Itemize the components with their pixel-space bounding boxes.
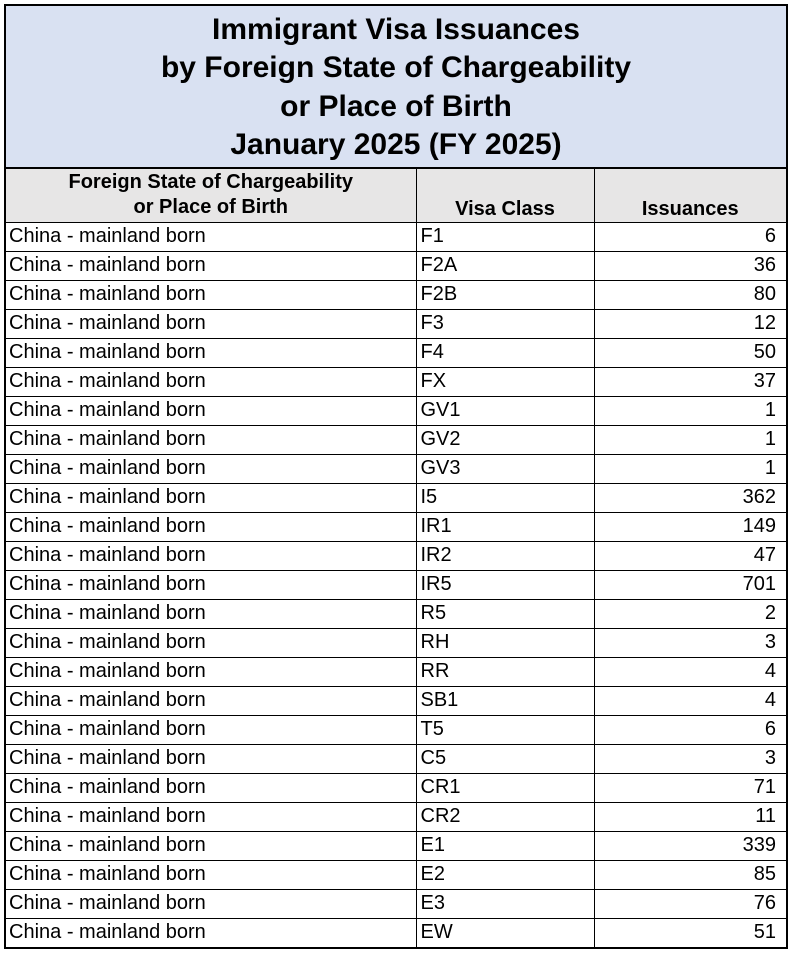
- cell-visa-class: GV2: [416, 425, 594, 454]
- title-line-4: January 2025 (FY 2025): [230, 128, 562, 161]
- cell-issuances: 1: [594, 425, 786, 454]
- cell-issuances: 3: [594, 628, 786, 657]
- cell-visa-class: CR2: [416, 802, 594, 831]
- cell-country: China - mainland born: [6, 454, 416, 483]
- header-issuances: Issuances: [594, 169, 786, 222]
- cell-visa-class: E1: [416, 831, 594, 860]
- title-line-2: by Foreign State of Chargeability: [160, 51, 632, 84]
- cell-country: China - mainland born: [6, 599, 416, 628]
- cell-country: China - mainland born: [6, 744, 416, 773]
- cell-issuances: 3: [594, 744, 786, 773]
- table-row: [6, 222, 786, 251]
- cell-country: China - mainland born: [6, 715, 416, 744]
- cell-issuances: 6: [594, 222, 786, 251]
- cell-visa-class: IR2: [416, 541, 594, 570]
- cell-issuances: 71: [594, 773, 786, 802]
- table-row: [6, 773, 786, 802]
- table-row: [6, 280, 786, 309]
- cell-country: China - mainland born: [6, 222, 416, 251]
- title-line-3: or Place of Birth: [280, 89, 512, 123]
- cell-visa-class: R5: [416, 599, 594, 628]
- cell-country: China - mainland born: [6, 483, 416, 512]
- cell-visa-class: E2: [416, 860, 594, 889]
- cell-country: China - mainland born: [6, 686, 416, 715]
- cell-country: China - mainland born: [6, 512, 416, 541]
- cell-country: China - mainland born: [6, 280, 416, 309]
- cell-visa-class: GV1: [416, 396, 594, 425]
- cell-country: China - mainland born: [6, 309, 416, 338]
- title-line-1: Immigrant Visa Issuances: [212, 12, 580, 46]
- cell-visa-class: E3: [416, 889, 594, 918]
- header-country: [6, 169, 416, 222]
- cell-visa-class: IR5: [416, 570, 594, 599]
- table-row: [6, 338, 786, 367]
- cell-visa-class: F2A: [416, 251, 594, 280]
- header-country-line-2: or Place of Birth: [133, 196, 288, 218]
- cell-issuances: 149: [594, 512, 786, 541]
- cell-visa-class: F4: [416, 338, 594, 367]
- table-row: [6, 483, 786, 512]
- cell-issuances: 37: [594, 367, 786, 396]
- table-row: [6, 744, 786, 773]
- cell-visa-class: F2B: [416, 280, 594, 309]
- table-row: [6, 918, 786, 947]
- table-row: [6, 309, 786, 338]
- cell-country: China - mainland born: [6, 338, 416, 367]
- table-row: [6, 628, 786, 657]
- table-header-row: [6, 169, 786, 222]
- cell-country: China - mainland born: [6, 860, 416, 889]
- table-row: [6, 541, 786, 570]
- cell-visa-class: CR1: [416, 773, 594, 802]
- cell-issuances: 47: [594, 541, 786, 570]
- cell-visa-class: GV3: [416, 454, 594, 483]
- table-row: [6, 831, 786, 860]
- cell-issuances: 36: [594, 251, 786, 280]
- table-row: [6, 715, 786, 744]
- table-row: [6, 367, 786, 396]
- cell-visa-class: RR: [416, 657, 594, 686]
- cell-issuances: 701: [594, 570, 786, 599]
- cell-country: China - mainland born: [6, 541, 416, 570]
- cell-country: China - mainland born: [6, 918, 416, 947]
- cell-issuances: 6: [594, 715, 786, 744]
- cell-issuances: 339: [594, 831, 786, 860]
- cell-issuances: 4: [594, 657, 786, 686]
- cell-visa-class: T5: [416, 715, 594, 744]
- table-row: [6, 686, 786, 715]
- table-row: [6, 454, 786, 483]
- header-visa-class: Visa Class: [416, 169, 594, 222]
- cell-country: China - mainland born: [6, 251, 416, 280]
- cell-visa-class: F3: [416, 309, 594, 338]
- cell-visa-class: I5: [416, 483, 594, 512]
- cell-country: China - mainland born: [6, 425, 416, 454]
- cell-issuances: 362: [594, 483, 786, 512]
- cell-issuances: 11: [594, 802, 786, 831]
- cell-country: China - mainland born: [6, 657, 416, 686]
- cell-visa-class: IR1: [416, 512, 594, 541]
- table-row: [6, 889, 786, 918]
- cell-country: China - mainland born: [6, 628, 416, 657]
- table-row: [6, 657, 786, 686]
- table-row: [6, 599, 786, 628]
- cell-issuances: 1: [594, 396, 786, 425]
- cell-visa-class: C5: [416, 744, 594, 773]
- table-row: [6, 860, 786, 889]
- header-country-line-1: Foreign State of Chargeability: [68, 171, 353, 193]
- cell-country: China - mainland born: [6, 802, 416, 831]
- table-row: [6, 570, 786, 599]
- cell-issuances: 76: [594, 889, 786, 918]
- cell-issuances: 1: [594, 454, 786, 483]
- cell-country: China - mainland born: [6, 831, 416, 860]
- cell-visa-class: SB1: [416, 686, 594, 715]
- cell-country: China - mainland born: [6, 570, 416, 599]
- cell-issuances: 12: [594, 309, 786, 338]
- table-row: [6, 251, 786, 280]
- table-row: [6, 802, 786, 831]
- table-body: [6, 222, 786, 947]
- cell-issuances: 51: [594, 918, 786, 947]
- cell-issuances: 85: [594, 860, 786, 889]
- cell-issuances: 80: [594, 280, 786, 309]
- cell-country: China - mainland born: [6, 773, 416, 802]
- table-row: [6, 396, 786, 425]
- table-row: [6, 512, 786, 541]
- cell-issuances: 50: [594, 338, 786, 367]
- cell-country: China - mainland born: [6, 367, 416, 396]
- report-sheet: [4, 4, 788, 949]
- cell-country: China - mainland born: [6, 889, 416, 918]
- cell-issuances: 2: [594, 599, 786, 628]
- report-title: [6, 6, 786, 169]
- cell-visa-class: RH: [416, 628, 594, 657]
- cell-country: China - mainland born: [6, 396, 416, 425]
- cell-visa-class: FX: [416, 367, 594, 396]
- cell-visa-class: EW: [416, 918, 594, 947]
- cell-issuances: 4: [594, 686, 786, 715]
- cell-visa-class: F1: [416, 222, 594, 251]
- table-row: [6, 425, 786, 454]
- issuance-table: [6, 169, 786, 947]
